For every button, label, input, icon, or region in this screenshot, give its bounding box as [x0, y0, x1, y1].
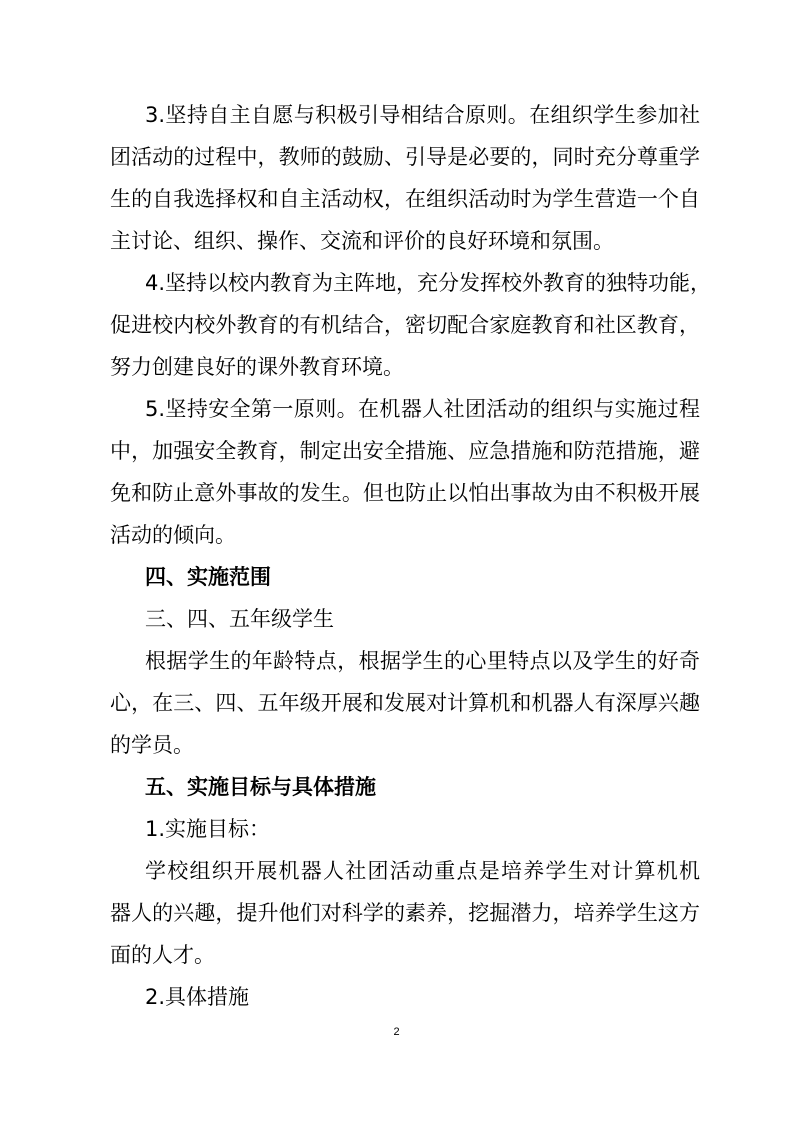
subheading-goals: 1.实施目标： — [145, 817, 271, 841]
paragraph-3-line-1: 3.坚持自主自愿与积极引导相结合原则。在组织学生参加社 — [145, 103, 700, 127]
paragraph-5-line-1: 5.坚持安全第一原则。在机器人社团活动的组织与实施过程 — [145, 397, 700, 421]
subheading-measures: 2.具体措施 — [145, 985, 250, 1009]
scope-paragraph-line-2: 心，在三、四、五年级开展和发展对计算机和机器人有深厚兴趣 — [110, 691, 700, 715]
paragraph-3-line-2: 团活动的过程中，教师的鼓励、引导是必要的，同时充分尊重学 — [110, 145, 700, 169]
goals-paragraph-line-3: 面的人才。 — [110, 943, 215, 967]
scope-paragraph-line-1: 根据学生的年龄特点，根据学生的心里特点以及学生的好奇 — [145, 649, 700, 673]
scope-grades: 三、四、五年级学生 — [145, 607, 334, 631]
scope-paragraph-line-3: 的学员。 — [110, 733, 194, 757]
goals-paragraph-line-1: 学校组织开展机器人社团活动重点是培养学生对计算机机 — [145, 859, 700, 883]
paragraph-3-line-4: 主讨论、组织、操作、交流和评价的良好环境和氛围。 — [110, 229, 614, 253]
paragraph-4-line-1: 4.坚持以校内教育为主阵地，充分发挥校外教育的独特功能， — [145, 271, 712, 295]
paragraph-5-line-2: 中，加强安全教育，制定出安全措施、应急措施和防范措施，避 — [110, 439, 700, 463]
page-number: 2 — [393, 1026, 400, 1038]
paragraph-5-line-3: 免和防止意外事故的发生。但也防止以怕出事故为由不积极开展 — [110, 481, 700, 505]
section-heading-scope: 四、实施范围 — [145, 565, 271, 589]
goals-paragraph-line-2: 器人的兴趣，提升他们对科学的素养，挖掘潜力，培养学生这方 — [110, 901, 700, 925]
paragraph-3-line-3: 生的自我选择权和自主活动权，在组织活动时为学生营造一个自 — [110, 187, 700, 211]
paragraph-4-line-3: 努力创建良好的课外教育环境。 — [110, 355, 404, 379]
section-heading-goals: 五、实施目标与具体措施 — [145, 775, 376, 799]
paragraph-4-line-2: 促进校内校外教育的有机结合，密切配合家庭教育和社区教育， — [110, 313, 700, 337]
paragraph-5-line-4: 活动的倾向。 — [110, 523, 236, 547]
